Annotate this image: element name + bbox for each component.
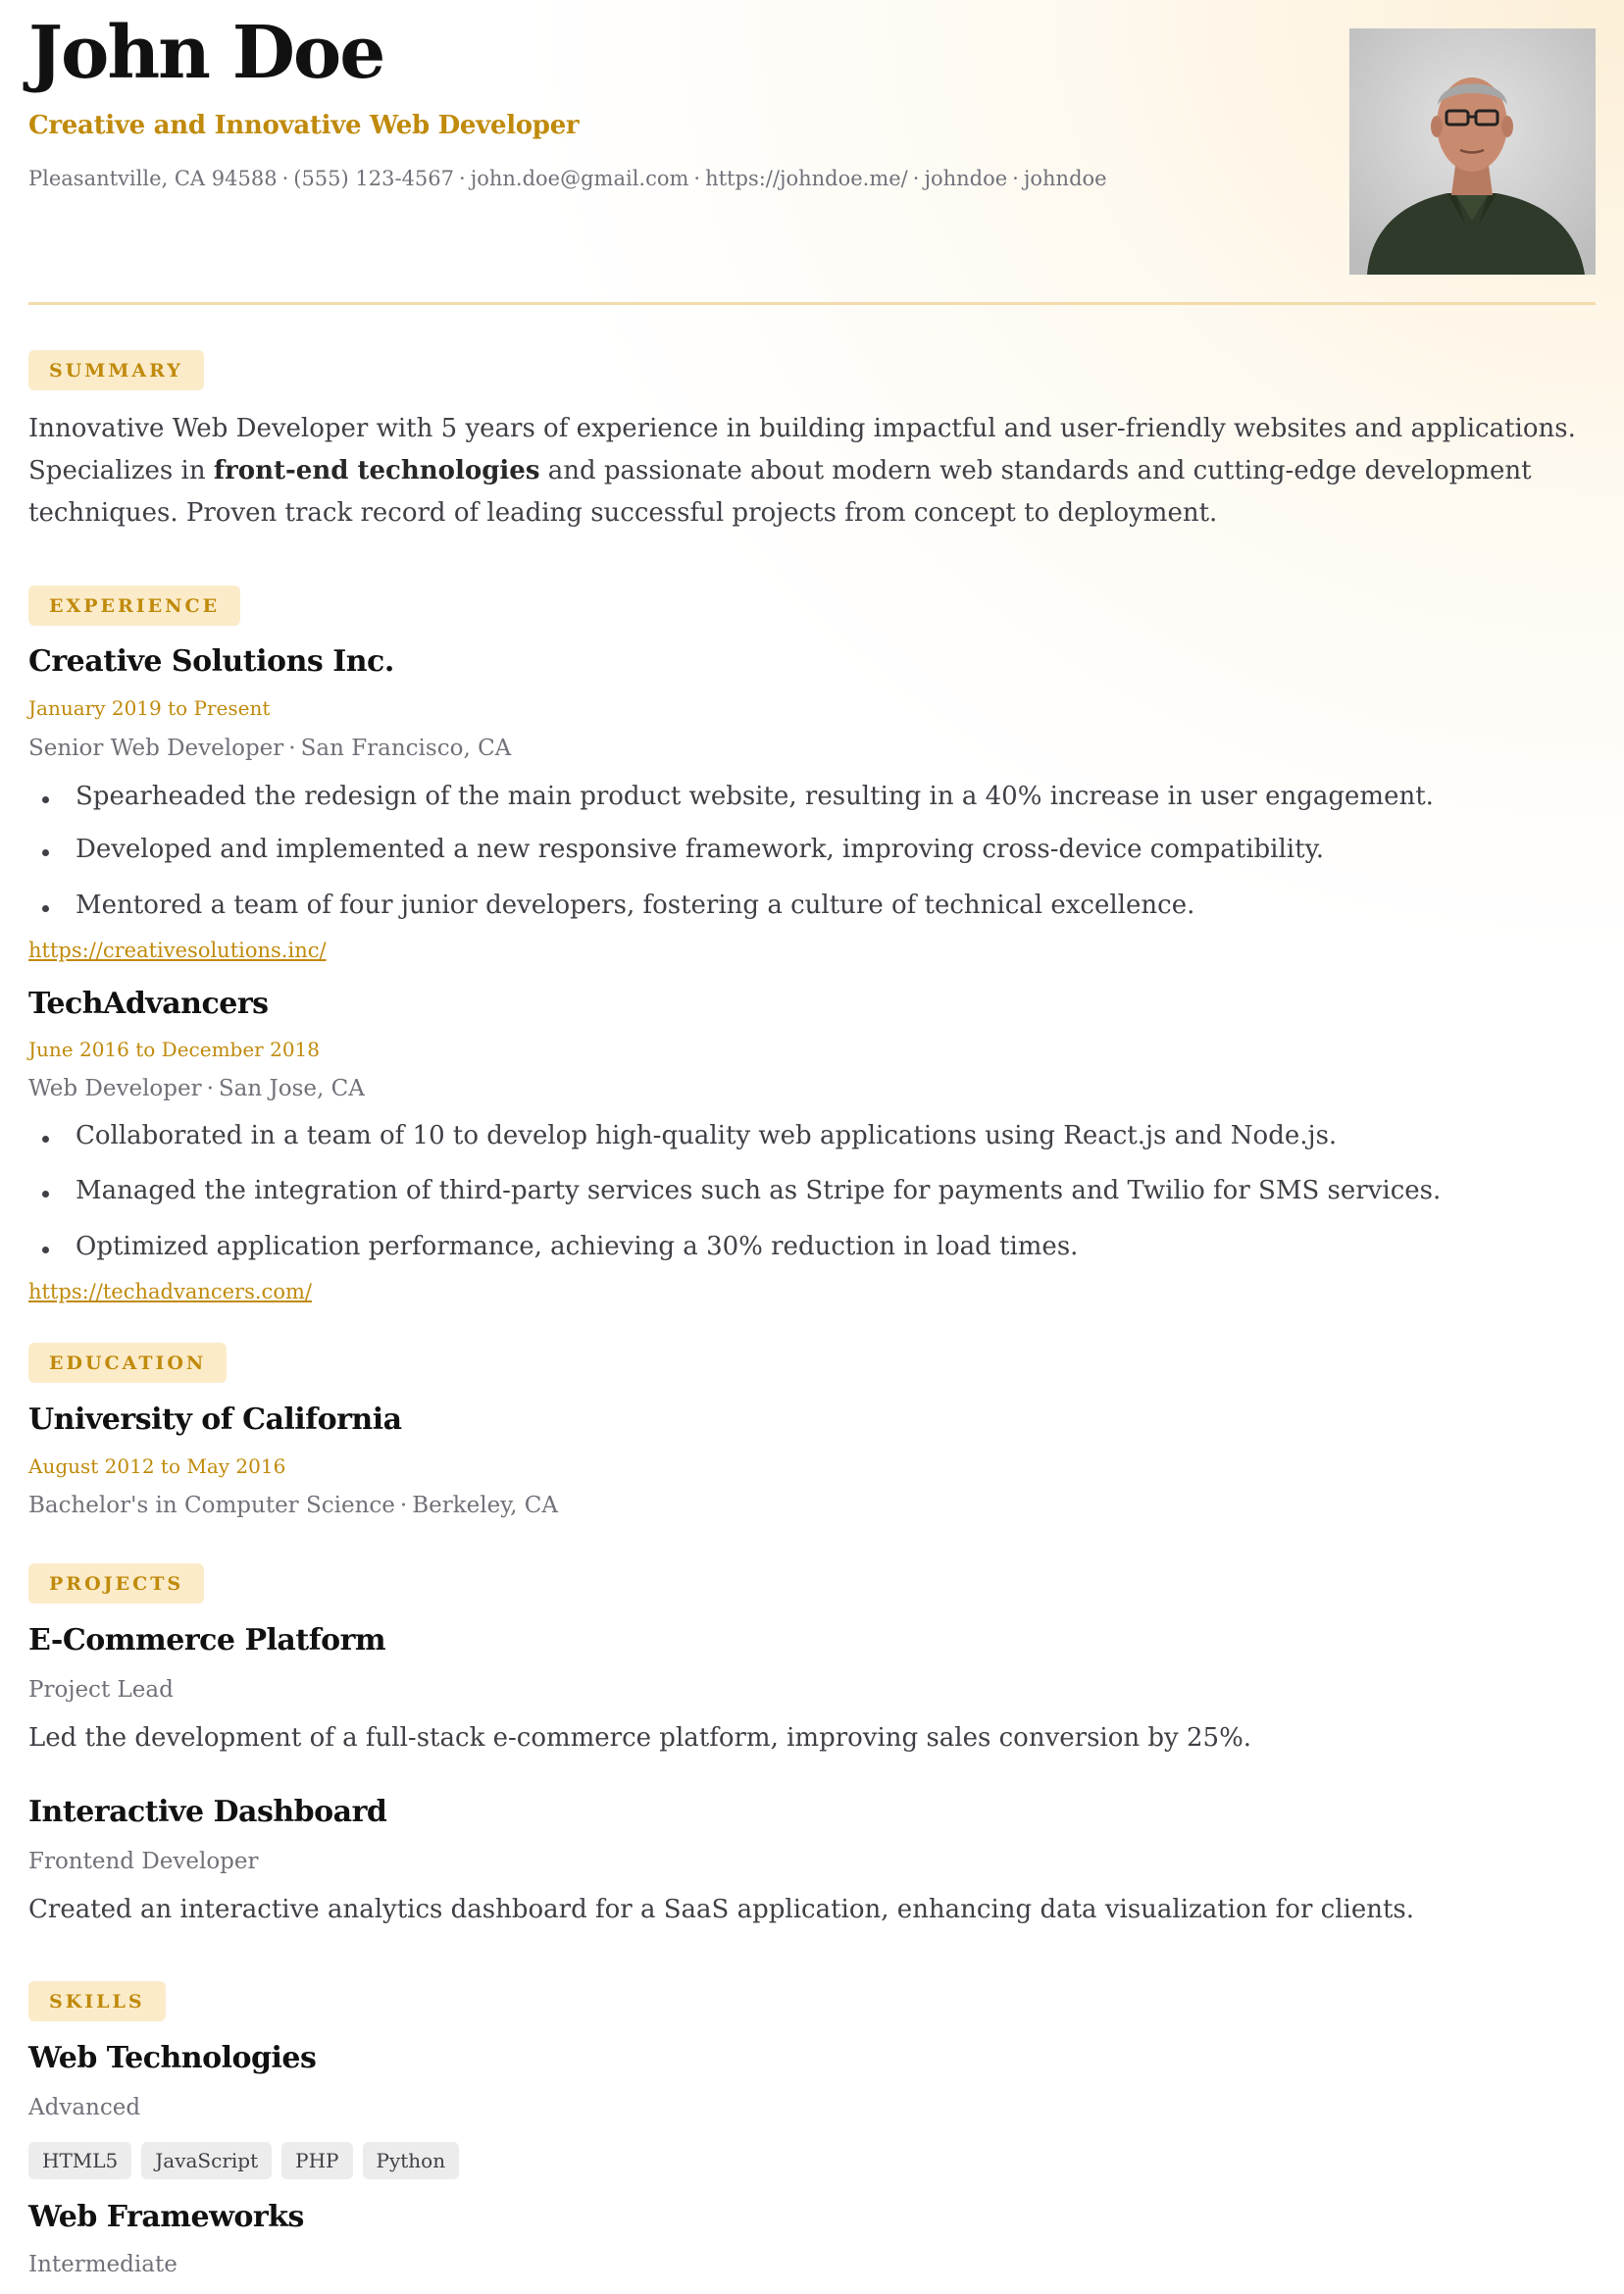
experience-location: San Jose, CA bbox=[218, 1076, 365, 1101]
profile-photo-illustration bbox=[1349, 28, 1596, 275]
section-tag-projects: PROJECTS bbox=[28, 1563, 204, 1604]
experience-dates: June 2016 to December 2018 bbox=[28, 1038, 320, 1061]
experience-bullet: Spearheaded the redesign of the main product website, resulting in a 40% increase in user engagement. bbox=[28, 782, 1434, 811]
experience-bullet: Managed the integration of third-party services such as Stripe for payments and Twilio for SMS services. bbox=[28, 1176, 1441, 1205]
education-location: Berkeley, CA bbox=[412, 1493, 559, 1518]
contact-profile-1[interactable]: johndoe bbox=[924, 167, 1008, 190]
separator: · bbox=[1012, 167, 1019, 190]
project-description: Led the development of a full-stack e-commerce platform, improving sales conversion by 25%. bbox=[28, 1723, 1252, 1753]
contact-website[interactable]: https://johndoe.me/ bbox=[705, 167, 908, 190]
summary-part-2: and passionate about modern web standards and cutting-edge development techniques. Proven track record of leading successful projects from concept to deployment. bbox=[28, 456, 1532, 528]
experience-bullet: Mentored a team of four junior developers, fostering a culture of technical excellence. bbox=[28, 891, 1194, 920]
skill-keywords bbox=[28, 2142, 459, 2179]
project-description: Created an interactive analytics dashboard for a SaaS application, enhancing data visualization for clients. bbox=[28, 1895, 1415, 1924]
section-tag-education: EDUCATION bbox=[28, 1343, 227, 1383]
project-role: Frontend Developer bbox=[28, 1849, 259, 1874]
separator: · bbox=[399, 1493, 408, 1518]
summary-part-1: Innovative Web Developer with 5 years of experience in building impactful and user-friendly websites and applications. Specializes in bbox=[28, 414, 1576, 485]
education-dates: August 2012 to May 2016 bbox=[28, 1454, 286, 1478]
header-divider bbox=[28, 302, 1596, 305]
summary-text bbox=[28, 408, 1596, 535]
candidate-headline: Creative and Innovative Web Developer bbox=[28, 111, 580, 140]
skill-name: Web Frameworks bbox=[28, 2200, 304, 2234]
skill-keyword-tag: Python bbox=[363, 2142, 460, 2179]
experience-meta bbox=[28, 1076, 365, 1101]
experience-company: Creative Solutions Inc. bbox=[28, 644, 394, 679]
separator: · bbox=[459, 167, 466, 190]
section-education-heading bbox=[28, 1343, 227, 1383]
experience-location: San Francisco, CA bbox=[300, 736, 512, 761]
section-tag-summary: SUMMARY bbox=[28, 350, 204, 390]
project-name: Interactive Dashboard bbox=[28, 1795, 387, 1829]
section-projects-heading bbox=[28, 1563, 204, 1604]
candidate-name: John Doe bbox=[28, 11, 384, 95]
resume-header bbox=[28, 0, 1596, 306]
section-experience-heading bbox=[28, 586, 240, 626]
education-degree: Bachelor's in Computer Science bbox=[28, 1493, 395, 1518]
experience-position: Senior Web Developer bbox=[28, 736, 284, 761]
skill-name: Web Technologies bbox=[28, 2041, 317, 2075]
experience-bullet: Developed and implemented a new responsive framework, improving cross-device compatibility. bbox=[28, 835, 1324, 864]
section-skills-heading bbox=[28, 1981, 166, 2021]
experience-url-link[interactable]: https://techadvancers.com/ bbox=[28, 1280, 312, 1303]
separator: · bbox=[912, 167, 920, 190]
summary-bold: front-end technologies bbox=[213, 456, 540, 485]
experience-url-link[interactable]: https://creativesolutions.inc/ bbox=[28, 939, 327, 962]
experience-position: Web Developer bbox=[28, 1076, 202, 1101]
profile-photo bbox=[1349, 28, 1596, 275]
section-tag-experience: EXPERIENCE bbox=[28, 586, 240, 626]
skill-level: Intermediate bbox=[28, 2252, 178, 2277]
skill-level: Advanced bbox=[28, 2095, 141, 2120]
experience-dates: January 2019 to Present bbox=[28, 696, 271, 720]
skill-keyword-tag: JavaScript bbox=[141, 2142, 272, 2179]
contact-line bbox=[28, 167, 1107, 190]
resume-content bbox=[28, 0, 1596, 2277]
skill-keyword-tag: PHP bbox=[281, 2142, 352, 2179]
section-tag-skills: SKILLS bbox=[28, 1981, 166, 2021]
experience-meta bbox=[28, 736, 511, 761]
separator: · bbox=[281, 167, 289, 190]
project-role: Project Lead bbox=[28, 1677, 174, 1703]
education-school: University of California bbox=[28, 1402, 402, 1437]
section-summary-heading bbox=[28, 350, 204, 390]
separator: · bbox=[693, 167, 701, 190]
contact-profile-2[interactable]: johndoe bbox=[1023, 167, 1107, 190]
experience-company: TechAdvancers bbox=[28, 987, 269, 1021]
contact-location: Pleasantville, CA 94588 bbox=[28, 167, 278, 190]
education-meta bbox=[28, 1493, 558, 1518]
contact-email[interactable]: john.doe@gmail.com bbox=[470, 167, 689, 190]
experience-bullet: Optimized application performance, achieving a 30% reduction in load times. bbox=[28, 1232, 1078, 1261]
experience-bullet: Collaborated in a team of 10 to develop high-quality web applications using React.js and Node.js. bbox=[28, 1121, 1337, 1150]
separator: · bbox=[206, 1076, 214, 1101]
contact-phone[interactable]: (555) 123-4567 bbox=[293, 167, 455, 190]
skill-keyword-tag: HTML5 bbox=[28, 2142, 131, 2179]
separator: · bbox=[288, 736, 296, 761]
project-name: E-Commerce Platform bbox=[28, 1623, 386, 1657]
